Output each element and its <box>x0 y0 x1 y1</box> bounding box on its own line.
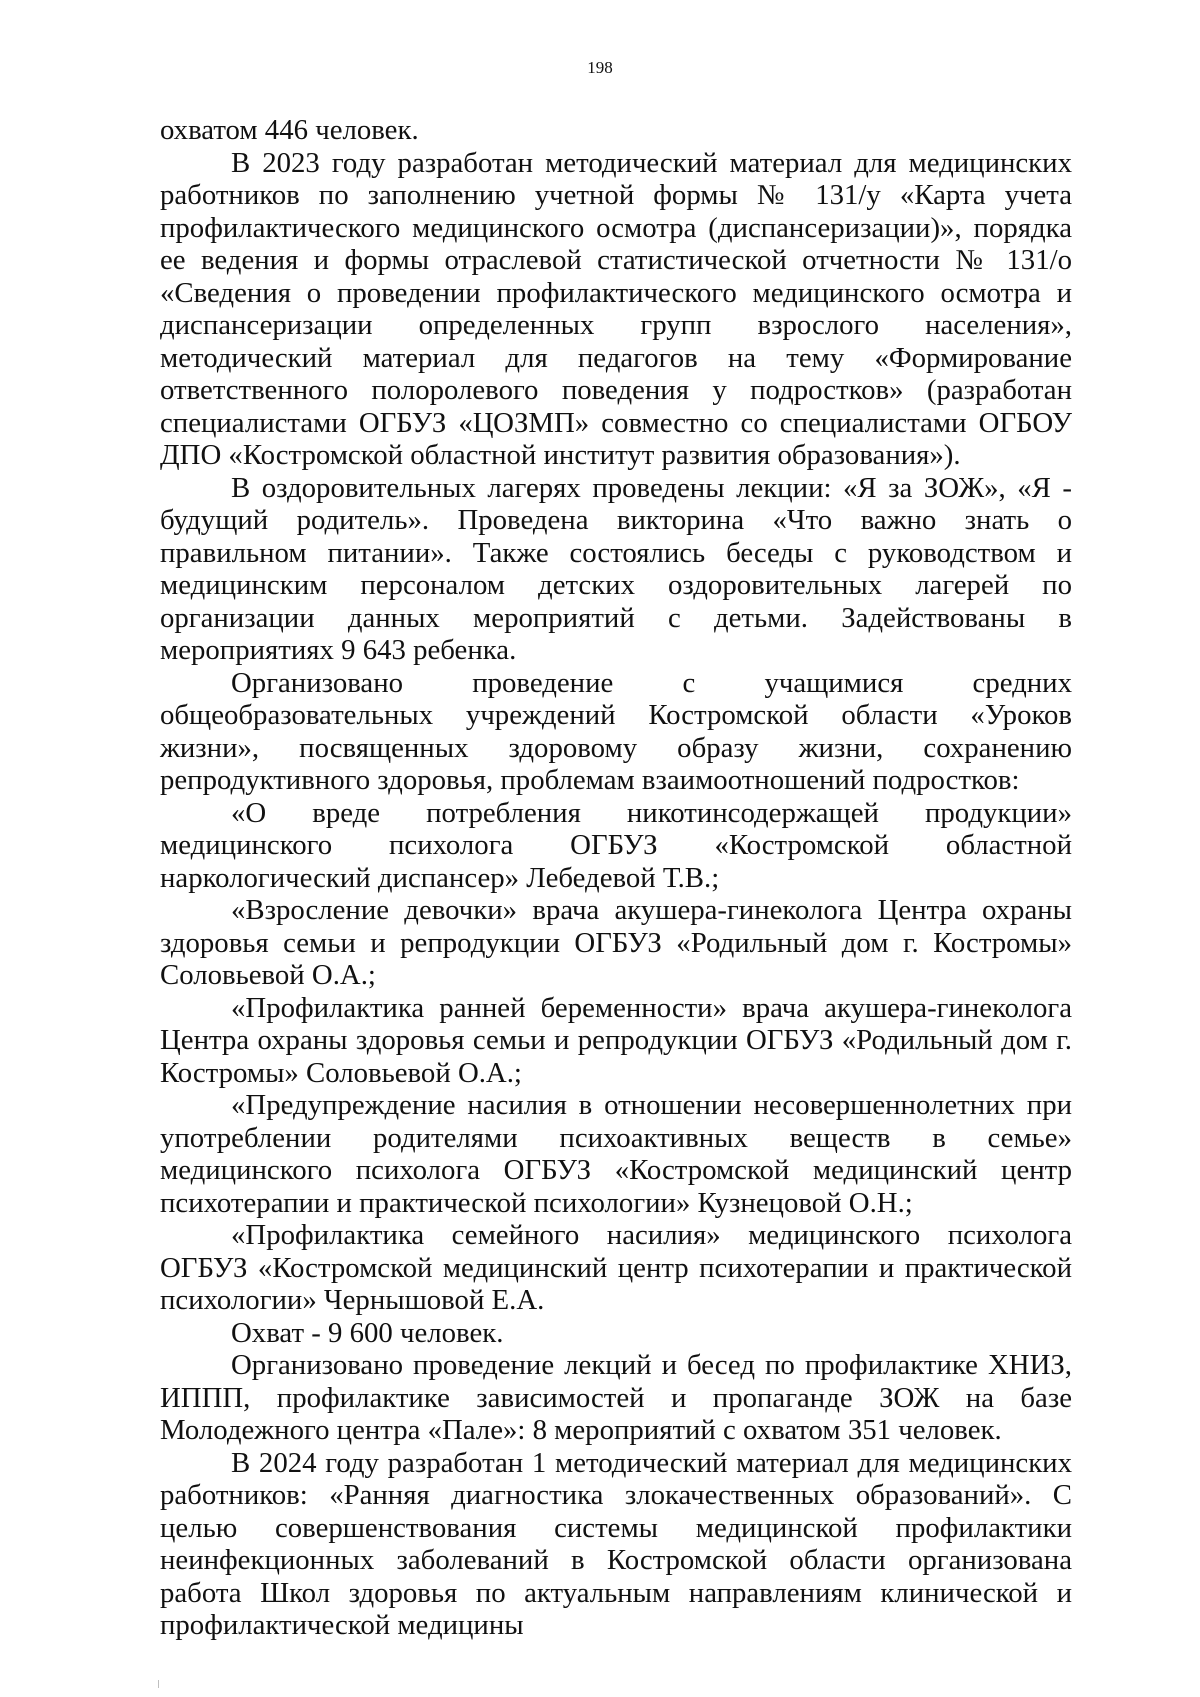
list-item-growing-up-girl: «Взросление девочки» врача акушера-гинеколога Центра охраны здоровья семьи и репродукции ОГБУЗ «Родильный дом г. Костромы» Соловьевой О.А.; <box>160 894 1072 991</box>
document-body <box>160 114 1072 1642</box>
paragraph-health-camps-lectures: В оздоровительных лагерях проведены лекции: «Я за ЗОЖ», «Я - будущий родитель». Проведена викторина «Что важно знать о правильном питании». Также состоялись беседы с руководством и медицинским персоналом детских оздоровительных лагерей по организации данных мероприятий с детьми. Задействованы в мероприятиях 9 643 ребенка. <box>160 471 1072 666</box>
paragraph-coverage-446: охватом 446 человек. <box>160 114 419 146</box>
paragraph-coverage-9600: Охват - 9 600 человек. <box>231 1316 504 1349</box>
paragraph-lessons-of-life-schools: общеобразовательных учреждений Костромской области «Уроков жизни», посвященных здоровому образу жизни, сохранению репродуктивного здоровья, проблемам взаимоотношений подростков: <box>160 699 1072 796</box>
list-item-nicotine-harm: «О вреде потребления никотинсодержащей продукции» медицинского психолога ОГБУЗ «Костромской областной наркологический диспансер» Лебедевой Т.В.; <box>160 796 1072 894</box>
paragraph-lessons-of-life-intro: Организовано проведение с учащимися средних <box>231 666 1072 699</box>
list-item-family-violence: «Профилактика семейного насилия» медицинского психолога ОГБУЗ «Костромской медицинский центр психотерапии и практической психологии» Чернышовой Е.А. <box>160 1219 1072 1316</box>
paragraph-2023-methodical-material: В 2023 году разработан методический материал для медицинских работников по заполнению учетной формы № 131/у «Карта учета профилактического медицинского осмотра (диспансеризации)», порядка ее ведения и формы отраслевой статистической отчетности № 131/о «Сведения о проведении профилактического медицинского осмотра и диспансеризации определенных групп взрослого населения», методический материал для педагогов на тему «Формирование ответственного полоролевого поведения у подростков» (разработан специалистами ОГБУЗ «ЦОЗМП» совместно со специалистами ОГБОУ ДПО «Костромской областной институт развития образования»). <box>160 146 1072 471</box>
list-item-early-pregnancy: «Профилактика ранней беременности» врача акушера-гинеколога Центра охраны здоровья семьи и репродукции ОГБУЗ «Родильный дом г. Костромы» Соловьевой О.А.; <box>160 991 1072 1089</box>
list-item-violence-prevention: «Предупреждение насилия в отношении несовершеннолетних при употреблении родителями психоактивных веществ в семье» медицинского психолога ОГБУЗ «Костромской медицинский центр психотерапии и практической психологии» Кузнецовой О.Н.; <box>160 1089 1072 1219</box>
scan-mark <box>158 1680 159 1688</box>
paragraph-2024-health-schools: В 2024 году разработан 1 методический материал для медицинских работников: «Ранняя диагностика злокачественных образований». С целью совершенствования системы медицинской профилактики неинфекционных заболеваний в Костромской области организована работа Школ здоровья по актуальным направлениям клинической и профилактической медицины <box>160 1446 1072 1641</box>
page-number: 198 <box>587 58 613 77</box>
paragraph-youth-center-lectures: Организовано проведение лекций и бесед по профилактике ХНИЗ, ИППП, профилактике зависимостей и пропаганде ЗОЖ на базе Молодежного центра «Пале»: 8 мероприятий с охватом 351 человек. <box>160 1349 1072 1446</box>
